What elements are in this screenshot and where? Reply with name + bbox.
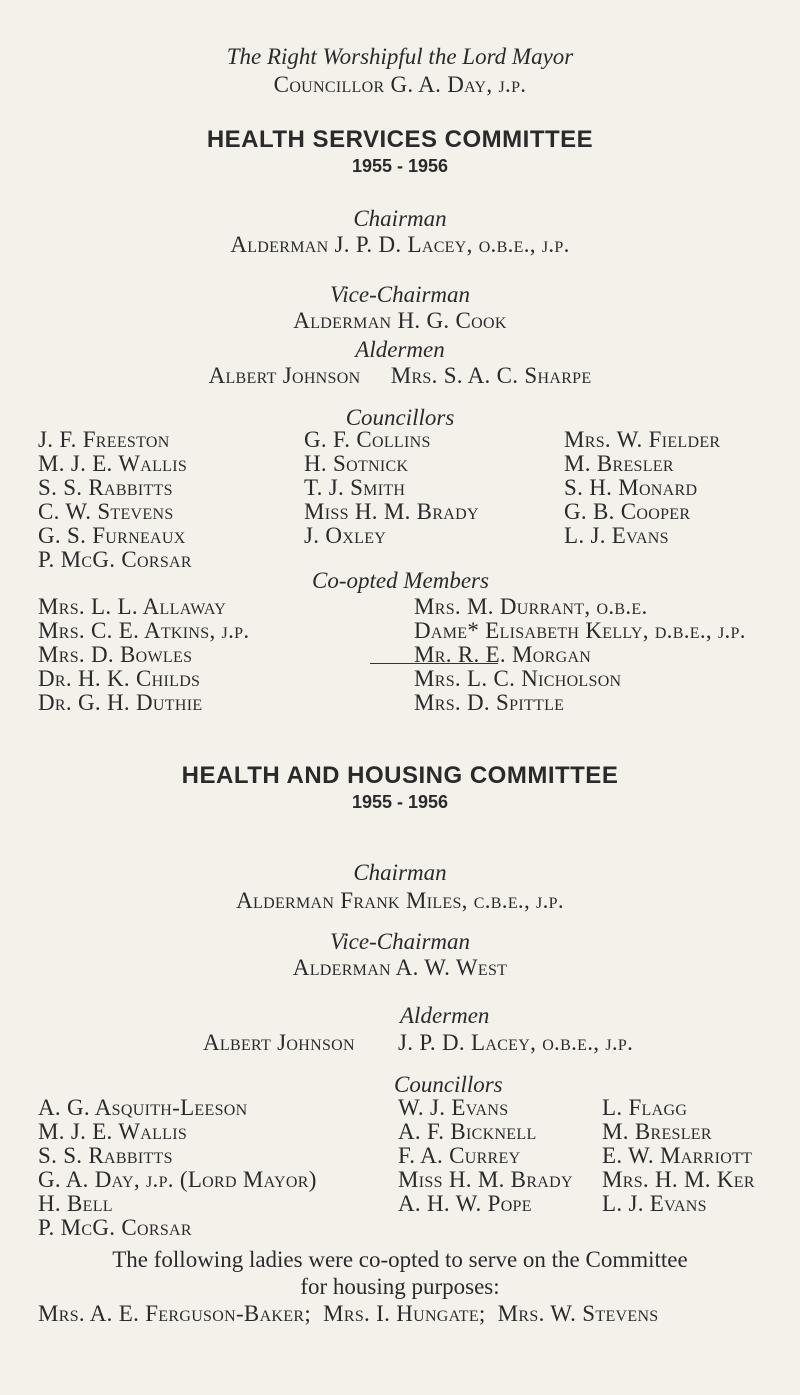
list-item: M. J. E. Wallis <box>38 451 188 476</box>
hh-councillors-col-1 <box>38 1096 317 1240</box>
hs-vice-chairman: Alderman H. G. Cook <box>293 308 507 333</box>
hs-coopted-label: Co-opted Members <box>312 568 489 593</box>
hs-coopted-col-2 <box>414 595 746 715</box>
hs-councillors-col-1 <box>38 428 192 572</box>
health-housing-title: HEALTH AND HOUSING COMMITTEE <box>181 762 619 789</box>
list-item: G. F. Collins <box>304 427 431 452</box>
list-item: Mrs. C. E. Atkins, j.p. <box>38 618 250 643</box>
hs-chairman: Alderman J. P. D. Lacey, o.b.e., j.p. <box>230 232 570 257</box>
hh-councillors-label: Councillors <box>394 1072 503 1097</box>
hh-vice-chairman: Alderman A. W. West <box>292 955 508 980</box>
list-item: H. Sotnick <box>304 451 409 476</box>
list-item: L. J. Evans <box>602 1191 707 1216</box>
list-item: A. G. Asquith-Leeson <box>38 1095 248 1120</box>
list-item: Mrs. L. C. Nicholson <box>414 666 622 691</box>
health-services-title: HEALTH SERVICES COMMITTEE <box>206 126 594 153</box>
list-item: M. Bresler <box>602 1119 712 1144</box>
list-item: Mrs. D. Spittle <box>414 690 565 715</box>
hs-aldermen-label: Aldermen <box>355 337 445 362</box>
hh-aldermen-label: Aldermen <box>400 1003 490 1028</box>
list-item: H. Bell <box>38 1191 113 1216</box>
list-item: Mrs. M. Durrant, o.b.e. <box>414 594 648 619</box>
list-item: Miss H. M. Brady <box>398 1167 573 1192</box>
hh-aldermen-1: Albert Johnson <box>203 1030 355 1055</box>
list-item: F. A. Currey <box>398 1143 521 1168</box>
list-item: T. J. Smith <box>304 475 406 500</box>
list-item: Mrs. H. M. Ker <box>602 1167 755 1192</box>
hs-vice-chairman-label: Vice-Chairman <box>329 282 471 307</box>
list-item: W. J. Evans <box>398 1095 509 1120</box>
list-item: S. S. Rabbitts <box>38 475 173 500</box>
list-item: Miss H. M. Brady <box>304 499 479 524</box>
list-item: S. H. Monard <box>564 475 698 500</box>
list-item: L. J. Evans <box>564 523 669 548</box>
list-item: L. Flagg <box>602 1095 688 1120</box>
list-item: Dr. H. K. Childs <box>38 666 201 691</box>
list-item: A. H. W. Pope <box>398 1191 532 1216</box>
health-services-years: 1955 - 1956 <box>351 156 449 176</box>
section-divider <box>370 663 498 664</box>
list-item: Dr. G. H. Duthie <box>38 690 203 715</box>
hs-councillors-label: Councillors <box>345 405 455 430</box>
hh-vice-chairman-label: Vice-Chairman <box>329 929 471 954</box>
hs-aldermen: Albert Johnson Mrs. S. A. C. Sharpe <box>208 363 592 388</box>
hh-councillors-col-3 <box>602 1096 755 1216</box>
hh-councillors-col-2 <box>398 1096 573 1216</box>
list-item: G. S. Furneaux <box>38 523 186 548</box>
list-item: G. A. Day, j.p. (Lord Mayor) <box>38 1167 317 1192</box>
list-item: Mrs. D. Bowles <box>38 642 193 667</box>
list-item: A. F. Bicknell <box>398 1119 537 1144</box>
hh-footer-line-2: for housing purposes: <box>300 1274 500 1299</box>
list-item: P. McG. Corsar <box>38 1215 192 1240</box>
list-item: C. W. Stevens <box>38 499 174 524</box>
mayor-name: Councillor G. A. Day, j.p. <box>273 72 527 97</box>
hh-aldermen-2: J. P. D. Lacey, o.b.e., j.p. <box>398 1030 634 1055</box>
hs-councillors-col-3 <box>564 428 720 548</box>
list-item: J. Oxley <box>304 523 387 548</box>
list-item: M. J. E. Wallis <box>38 1119 188 1144</box>
list-item: Mrs. L. L. Allaway <box>38 594 227 619</box>
list-item: G. B. Cooper <box>564 499 691 524</box>
hs-councillors-col-2 <box>304 428 479 548</box>
list-item: P. McG. Corsar <box>38 547 192 572</box>
health-housing-years: 1955 - 1956 <box>351 792 449 812</box>
hs-coopted-col-1 <box>38 595 249 715</box>
hh-chairman: Alderman Frank Miles, c.b.e., j.p. <box>236 888 564 913</box>
list-item: Mrs. W. Fielder <box>564 427 721 452</box>
list-item: M. Bresler <box>564 451 674 476</box>
mayor-title: The Right Worshipful the Lord Mayor <box>226 44 574 69</box>
hs-chairman-label: Chairman <box>353 206 447 231</box>
list-item: E. W. Marriott <box>602 1143 753 1168</box>
hh-footer-names: Mrs. A. E. Ferguson-Baker; Mrs. I. Hungate; Mrs. W. Stevens <box>38 1301 659 1326</box>
hh-chairman-label: Chairman <box>353 860 447 885</box>
list-item: S. S. Rabbitts <box>38 1143 173 1168</box>
list-item: Mr. R. E. Morgan <box>414 642 592 667</box>
list-item: J. F. Freeston <box>38 427 170 452</box>
hh-footer-line-1: The following ladies were co-opted to serve on the Committee <box>112 1247 688 1272</box>
list-item: Dame* Elisabeth Kelly, d.b.e., j.p. <box>414 618 746 643</box>
